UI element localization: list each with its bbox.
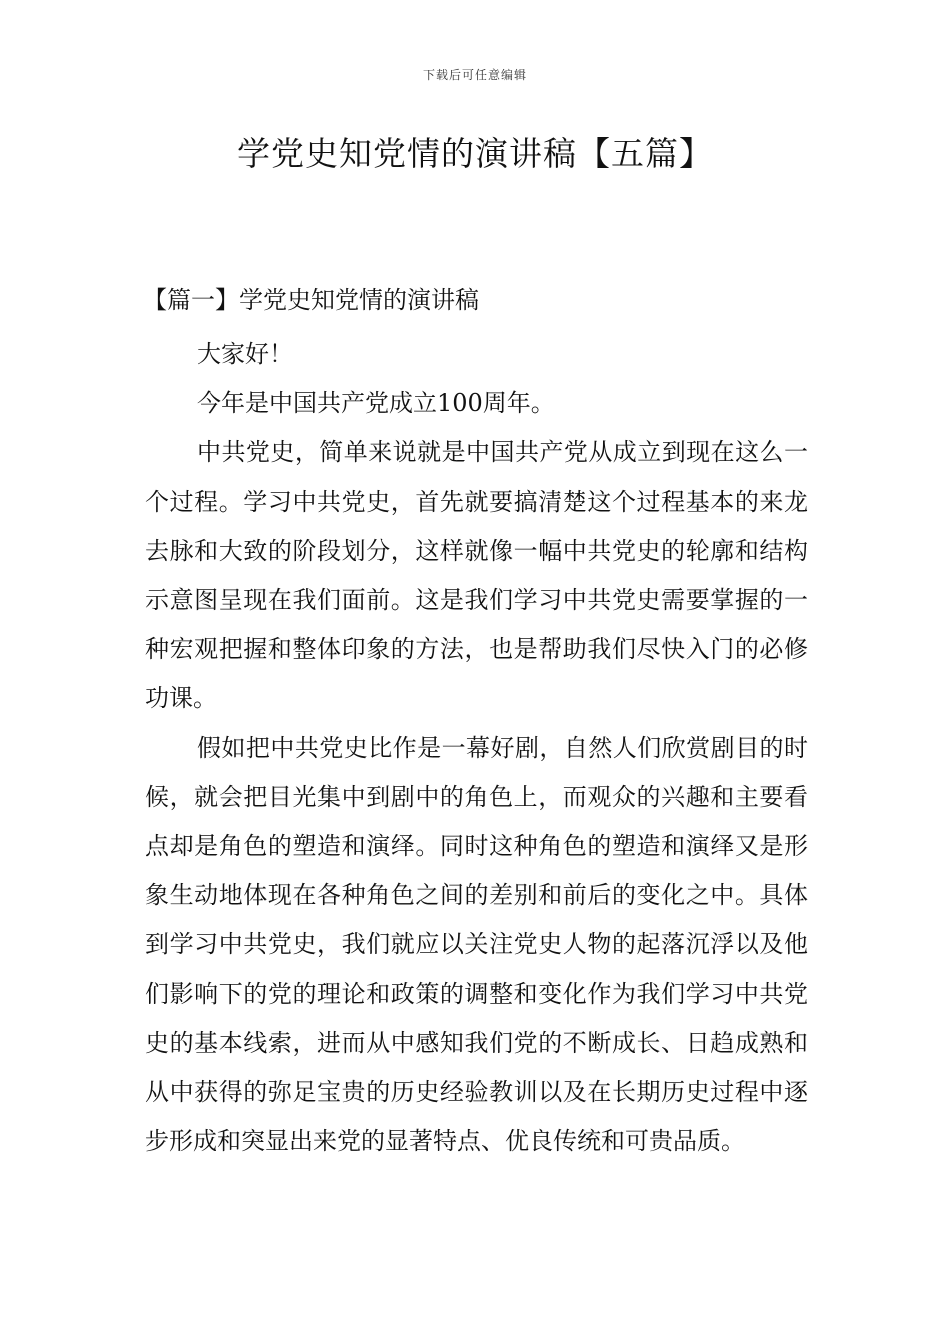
document-title: 学党史知党情的演讲稿【五篇】 <box>237 134 713 173</box>
paragraph-drama-analogy: 假如把中共党史比作是一幕好剧，自然人们欣赏剧目的时候，就会把目光集中到剧中的角色上，而观众的兴趣和主要看点却是角色的塑造和演绎。同时这种角色的塑造和演绎又是形象生动地体现在各种角色之间的差别和前后的变化之中。具体到学习中共党史，我们就应以关注党史人物的起落沉浮以及他们影响下的党的理论和政策的调整和变化作为我们学习中共党史的基本线索，进而从中感知我们党的不断成长、日趋成熟和从中获得的弥足宝贵的历史经验教训以及在长期历史过程中逐步形成和突显出来党的显著特点、优良传统和可贵品质。 <box>145 733 808 1156</box>
paragraph-party-history: 中共党史，简单来说就是中国共产党从成立到现在这么一个过程。学习中共党史，首先就要搞清楚这个过程基本的来龙去脉和大致的阶段划分，这样就像一幅中共党史的轮廓和结构示意图呈现在我们面前。这是我们学习中共党史需要掌握的一种宏观把握和整体印象的方法，也是帮助我们尽快入门的必修功课。 <box>145 438 808 713</box>
document-body <box>145 330 808 1166</box>
header-note: 下载后可任意编辑 <box>422 68 527 82</box>
paragraph-greeting: 大家好！ <box>197 340 293 368</box>
paragraph-intro: 今年是中国共产党成立100周年。 <box>197 389 555 418</box>
section-heading: 【篇一】学党史知党情的演讲稿 <box>143 286 479 314</box>
